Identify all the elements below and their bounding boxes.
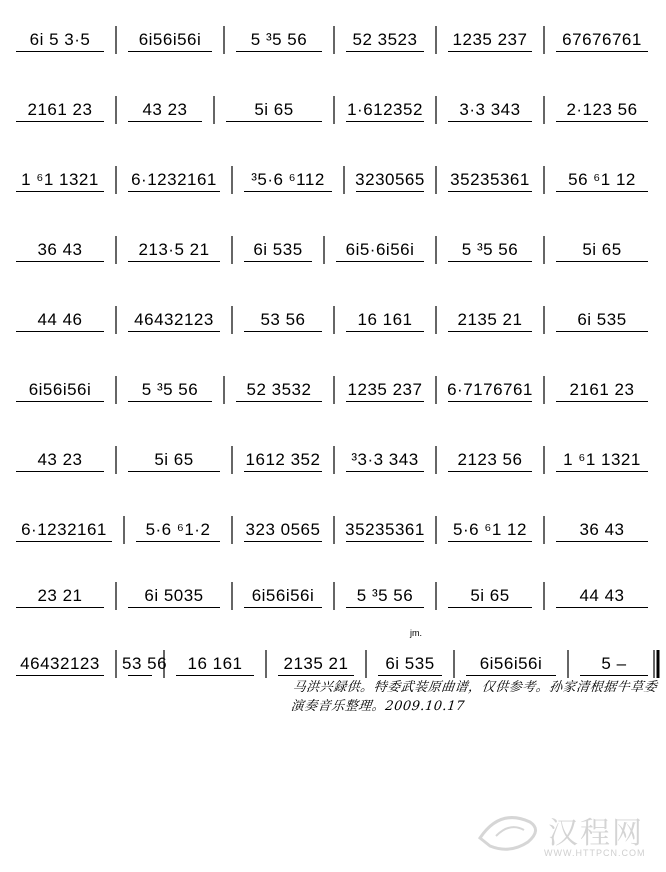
beam-underline	[136, 541, 220, 542]
beam-underline	[128, 675, 152, 676]
measure: 52 3532	[246, 380, 312, 399]
measure: 6·1232161	[131, 170, 217, 189]
beam-underline	[244, 331, 322, 332]
beam-underline	[448, 471, 532, 472]
beam-underline	[16, 331, 104, 332]
beam-underline	[556, 471, 648, 472]
beam-underline	[128, 261, 220, 262]
beam-underline	[128, 471, 220, 472]
measure: 6·7176761	[447, 380, 533, 399]
measure: 213·5 21	[138, 240, 210, 259]
measure: 5 ³5 56	[461, 240, 519, 259]
measure: 5 ³5 56	[356, 586, 414, 605]
measure: 67676761	[562, 30, 642, 49]
measure: 5·6 ⁶1 12	[453, 520, 527, 539]
measure: 1612 352	[245, 450, 321, 469]
measure: 2135 21	[457, 310, 523, 329]
beam-underline	[128, 607, 220, 608]
beam-underline	[16, 51, 104, 52]
measure: 43 23	[37, 450, 83, 469]
beam-underline	[448, 51, 532, 52]
measure: 5i 65	[254, 100, 294, 119]
measure: 2·123 56	[566, 100, 638, 119]
measure: 6i 5035	[144, 586, 204, 605]
measure: 5i 65	[154, 450, 194, 469]
measure: 44 46	[37, 310, 83, 329]
measure: 35235361	[450, 170, 530, 189]
measure: 35235361	[345, 520, 425, 539]
measure: 6i 535	[577, 310, 627, 329]
beam-underline	[16, 121, 104, 122]
beam-underline	[556, 261, 648, 262]
beam-underline	[128, 51, 212, 52]
beam-underline	[346, 51, 424, 52]
measure: 1·612352	[347, 100, 423, 119]
beam-underline	[356, 191, 424, 192]
beam-underline	[556, 121, 648, 122]
measure: 36 43	[37, 240, 83, 259]
beam-underline	[448, 541, 532, 542]
measure: 6i 535	[253, 240, 303, 259]
beam-underline	[346, 401, 424, 402]
beam-underline	[346, 607, 424, 608]
measure: 23 21	[37, 586, 83, 605]
measure: 323 0565	[245, 520, 321, 539]
measure: 1235 237	[452, 30, 528, 49]
beam-underline	[448, 261, 532, 262]
beam-underline	[226, 121, 322, 122]
beam-underline	[244, 541, 322, 542]
measure: 36 43	[579, 520, 625, 539]
score-row	[4, 442, 660, 482]
score-row	[4, 92, 660, 132]
score-row	[4, 578, 660, 618]
beam-underline	[128, 401, 212, 402]
measure: 52 3523	[352, 30, 418, 49]
score-row	[4, 162, 660, 202]
beam-underline	[244, 607, 322, 608]
beam-underline	[448, 331, 532, 332]
measure: 5i 65	[470, 586, 510, 605]
measure: 6i56i56i	[251, 586, 315, 605]
score-row	[4, 22, 660, 62]
measure: 5 ³5 56	[141, 380, 199, 399]
beam-underline	[128, 191, 220, 192]
beam-underline	[16, 191, 104, 192]
beam-underline	[556, 191, 648, 192]
beam-underline	[346, 121, 424, 122]
measure: 3230565	[355, 170, 425, 189]
beam-underline	[556, 401, 648, 402]
measure: 46432123	[134, 310, 214, 329]
measure: ³3·3 343	[351, 450, 419, 469]
score-row	[4, 512, 660, 552]
beam-underline	[16, 401, 104, 402]
measure: 6i56i56i	[479, 654, 543, 673]
measure: 46432123	[20, 654, 100, 673]
arranger-credit: 马洪兴録供。特委武装原曲谱，仅供参考。孙家清根据牛草委演奏音乐整理。2009.10.17	[290, 680, 659, 714]
measure: 6i5·6i56i	[345, 240, 415, 259]
measure: 3·3 343	[459, 100, 521, 119]
beam-underline	[448, 121, 532, 122]
beam-underline	[346, 541, 424, 542]
measure: 5i 65	[582, 240, 622, 259]
measure: 5·6 ⁶1·2	[145, 520, 211, 539]
beam-underline	[244, 471, 322, 472]
jm-annotation: jm.	[410, 628, 422, 638]
beam-underline	[448, 191, 532, 192]
watermark-text: 汉程网	[548, 816, 644, 851]
beam-underline	[236, 401, 322, 402]
beam-underline	[236, 51, 322, 52]
score-row	[4, 232, 660, 272]
measure: 56 ⁶1 12	[568, 170, 636, 189]
watermark-url: WWW.HTTPCN.COM	[544, 848, 646, 858]
beam-underline	[16, 675, 104, 676]
measure: ³5·6 ⁶112	[251, 170, 325, 189]
beam-underline	[16, 541, 112, 542]
beam-underline	[556, 541, 648, 542]
measure: 1 ⁶1 1321	[21, 170, 99, 189]
measure: 43 23	[142, 100, 188, 119]
measure: 6·1232161	[21, 520, 107, 539]
measure: 5 –	[601, 654, 627, 673]
measure: 53 56	[260, 310, 306, 329]
beam-underline	[16, 607, 104, 608]
score-row	[4, 372, 660, 412]
beam-underline	[346, 331, 424, 332]
beam-underline	[16, 261, 104, 262]
measure: 53 56	[122, 654, 168, 673]
beam-underline	[336, 261, 424, 262]
score-row	[4, 302, 660, 342]
measure: 6i 535	[385, 654, 435, 673]
measure: 16 161	[357, 310, 413, 329]
beam-underline	[556, 51, 648, 52]
measure: 5 ³5 56	[250, 30, 308, 49]
beam-underline	[128, 331, 220, 332]
measure: 2161 23	[27, 100, 93, 119]
measure: 2161 23	[569, 380, 635, 399]
beam-underline	[448, 401, 532, 402]
beam-underline	[128, 121, 202, 122]
measure: 1 ⁶1 1321	[563, 450, 641, 469]
beam-underline	[346, 471, 424, 472]
beam-underline	[556, 607, 648, 608]
beam-underline	[176, 675, 254, 676]
beam-underline	[244, 261, 312, 262]
measure: 6i 5 3·5	[29, 30, 91, 49]
measure: 1235 237	[347, 380, 423, 399]
measure: 6i56i56i	[28, 380, 92, 399]
beam-underline	[556, 331, 648, 332]
measure: 44 43	[579, 586, 625, 605]
beam-underline	[448, 607, 532, 608]
beam-underline	[244, 191, 332, 192]
beam-underline	[16, 471, 104, 472]
measure: 2135 21	[283, 654, 349, 673]
measure: 16 161	[187, 654, 243, 673]
measure: 6i56i56i	[138, 30, 202, 49]
measure: 2123 56	[457, 450, 523, 469]
